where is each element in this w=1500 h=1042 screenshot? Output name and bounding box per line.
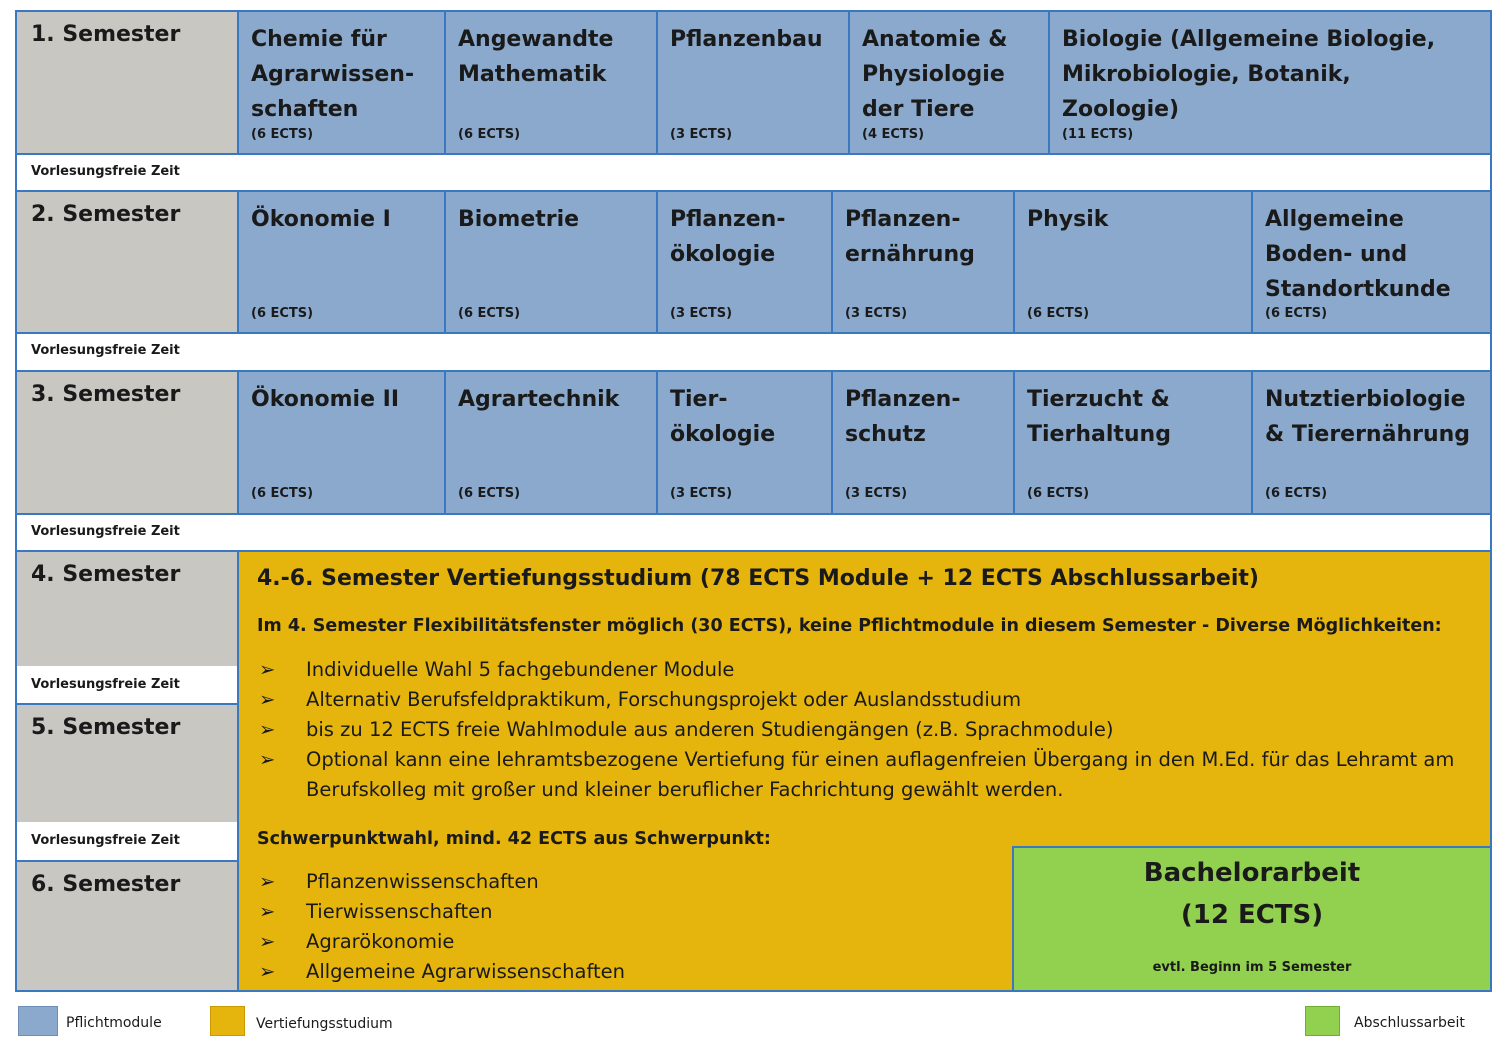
arrow-bullet-icon: ➢: [259, 748, 276, 771]
semester-label-1: 1. Semester: [15, 10, 239, 155]
module-ects: (6 ECTS): [251, 127, 314, 142]
module-ects: (6 ECTS): [251, 486, 314, 501]
module-tieroekologie: [656, 372, 831, 513]
module-biologie: [1048, 12, 1490, 153]
thesis-ects: (12 ECTS): [1180, 900, 1324, 930]
break-2: Vorlesungsfreie Zeit: [15, 334, 1492, 371]
module-oekonomie-2: [237, 372, 444, 513]
module-ects: (3 ECTS): [845, 306, 908, 321]
thesis-title: Bachelorarbeit: [1143, 858, 1361, 888]
semester-label-5: 5. Semester: [15, 703, 239, 824]
module-title: Ökonomie I: [251, 207, 391, 232]
module-pflanzenoekologie: [656, 192, 831, 332]
focus-item: ➢ Agrarökonomie: [259, 927, 959, 957]
module-chemie: [237, 12, 444, 153]
module-title: Pflanzen-schutz: [845, 387, 961, 447]
module-bodenkunde: [1251, 192, 1490, 332]
legend-swatch-vertiefungsstudium: [210, 1006, 245, 1036]
thesis-note: evtl. Beginn im 5 Semester: [1152, 960, 1352, 975]
legend-swatch-abschlussarbeit: [1305, 1006, 1340, 1036]
semester-label-2: 2. Semester: [15, 190, 239, 334]
semester-label-6: 6. Semester: [15, 860, 239, 992]
module-pflanzenbau: [656, 12, 848, 153]
module-nutztierbiologie: [1251, 372, 1490, 513]
legend-label-pflichtmodule: Pflichtmodule: [66, 1015, 162, 1031]
option-item: ➢ bis zu 12 ECTS freie Wahlmodule aus anderen Studiengängen (z.B. Sprachmodule): [259, 715, 1474, 745]
vertiefung-subheading: Im 4. Semester Flexibilitätsfenster möglich (30 ECTS), keine Pflichtmodule in diesem Semester - Diverse Möglichkeiten:: [257, 616, 1442, 636]
arrow-bullet-icon: ➢: [259, 900, 276, 923]
module-ects: (6 ECTS): [1027, 486, 1090, 501]
arrow-bullet-icon: ➢: [259, 870, 276, 893]
module-ects: (6 ECTS): [1265, 486, 1328, 501]
module-ects: (3 ECTS): [670, 306, 733, 321]
break-5: Vorlesungsfreie Zeit: [15, 822, 239, 862]
module-agrartechnik: [444, 372, 656, 513]
module-tierzucht: [1013, 372, 1251, 513]
focus-item: ➢ Tierwissenschaften: [259, 897, 959, 927]
focus-heading: Schwerpunktwahl, mind. 42 ECTS aus Schwerpunkt:: [257, 829, 771, 849]
module-ects: (3 ECTS): [670, 127, 733, 142]
module-pflanzenernaehrung: [831, 192, 1013, 332]
legend-label-abschlussarbeit: Abschlussarbeit: [1354, 1015, 1465, 1031]
module-title: Biometrie: [458, 207, 580, 232]
vertiefung-heading: 4.-6. Semester Vertiefungsstudium (78 ECTS Module + 12 ECTS Abschlussarbeit): [257, 566, 1259, 591]
module-title: Physik: [1027, 207, 1109, 232]
module-title: Tierzucht & Tierhaltung: [1027, 387, 1171, 447]
semester-label-4: 4. Semester: [15, 550, 239, 668]
arrow-bullet-icon: ➢: [259, 718, 276, 741]
option-item: ➢ Alternativ Berufsfeldpraktikum, Forschungsprojekt oder Auslandsstudium: [259, 685, 1474, 715]
option-item: ➢ Optional kann eine lehramtsbezogene Vertiefung für einen auflagenfreien Übergang in den M.Ed. für das Lehramt am Berufskolleg mit großer und kleiner beruflicher Fachrichtung gewählt werden.: [259, 745, 1456, 805]
module-title: Chemie für Agrarwissen-schaften: [251, 27, 415, 122]
break-1: Vorlesungsfreie Zeit: [15, 155, 1492, 191]
module-ects: (6 ECTS): [458, 127, 521, 142]
module-title: Tier-ökologie: [670, 387, 776, 447]
module-mathematik: [444, 12, 656, 153]
module-title: Anatomie & Physiologie der Tiere: [862, 27, 1008, 122]
module-ects: (6 ECTS): [1027, 306, 1090, 321]
break-4: Vorlesungsfreie Zeit: [15, 666, 239, 705]
arrow-bullet-icon: ➢: [259, 688, 276, 711]
module-oekonomie-1: [237, 192, 444, 332]
module-title: Pflanzen-ernährung: [845, 207, 975, 267]
module-title: Agrartechnik: [458, 387, 620, 412]
module-ects: (6 ECTS): [458, 486, 521, 501]
module-title: Allgemeine Boden- und Standortkunde: [1265, 207, 1451, 302]
module-physik: [1013, 192, 1251, 332]
module-ects: (6 ECTS): [458, 306, 521, 321]
module-title: Ökonomie II: [251, 387, 400, 412]
focus-areas: [259, 867, 959, 987]
semester-label-3: 3. Semester: [15, 370, 239, 515]
bachelorarbeit-block: [1012, 846, 1492, 992]
option-item: ➢ Individuelle Wahl 5 fachgebundener Module: [259, 655, 1474, 685]
module-pflanzenschutz: [831, 372, 1013, 513]
module-ects: (3 ECTS): [845, 486, 908, 501]
module-biometrie: [444, 192, 656, 332]
arrow-bullet-icon: ➢: [259, 960, 276, 983]
module-ects: (6 ECTS): [251, 306, 314, 321]
module-ects: (3 ECTS): [670, 486, 733, 501]
focus-item: ➢ Pflanzenwissenschaften: [259, 867, 959, 897]
module-ects: (6 ECTS): [1265, 306, 1328, 321]
module-title: Biologie (Allgemeine Biologie, Mikrobiologie, Botanik, Zoologie): [1062, 27, 1436, 122]
module-title: Nutztierbiologie & Tierernährung: [1265, 387, 1471, 447]
break-3: Vorlesungsfreie Zeit: [15, 515, 1492, 551]
module-anatomie: [848, 12, 1048, 153]
focus-item: ➢ Allgemeine Agrarwissenschaften: [259, 957, 959, 987]
legend-label-vertiefungsstudium: Vertiefungsstudium: [256, 1016, 393, 1032]
arrow-bullet-icon: ➢: [259, 658, 276, 681]
module-ects: (11 ECTS): [1062, 127, 1134, 142]
module-title: Angewandte Mathematik: [458, 27, 614, 87]
legend-swatch-pflichtmodule: [18, 1006, 58, 1036]
vertiefung-options: [259, 655, 1474, 805]
arrow-bullet-icon: ➢: [259, 930, 276, 953]
module-title: Pflanzen-ökologie: [670, 207, 786, 267]
module-ects: (4 ECTS): [862, 127, 925, 142]
module-title: Pflanzenbau: [670, 27, 823, 52]
